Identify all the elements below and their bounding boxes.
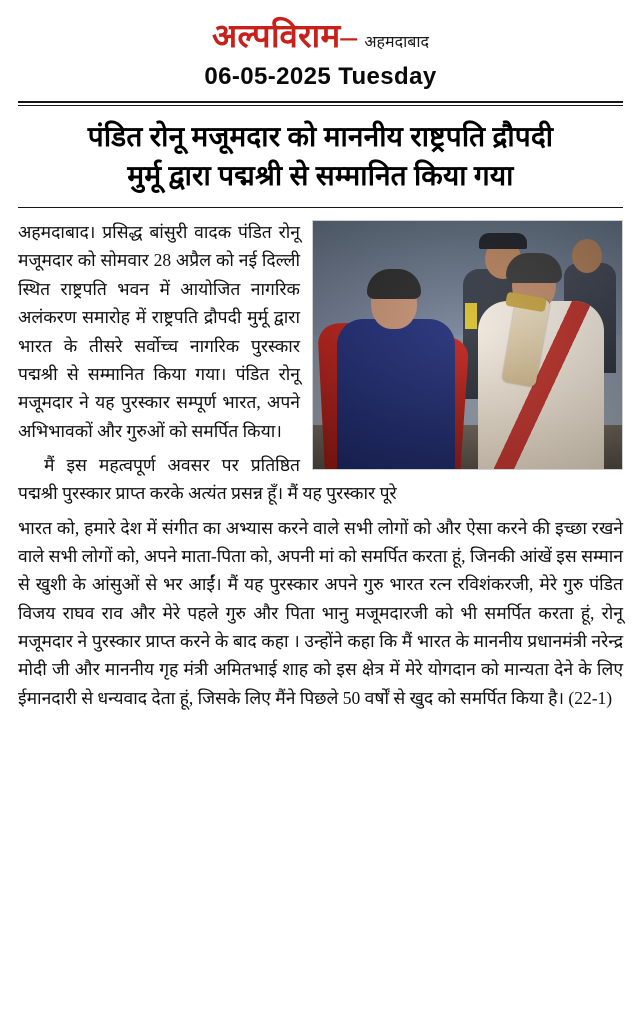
photo-illustration (313, 221, 622, 469)
divider-thin (18, 105, 623, 106)
masthead-edition: अहमदाबाद (364, 34, 430, 51)
headline (20, 118, 621, 198)
divider-below-headline (18, 207, 623, 208)
headline-line-1: पंडित रोनू मजूमदार को माननीय राष्ट्रपति द्रौपदी (87, 121, 554, 153)
divider-thick (18, 101, 623, 103)
masthead (18, 20, 623, 55)
headline-line-2: मुर्मू द्वारा पद्मश्री से सम्मानित किया गया (127, 161, 514, 193)
dateline: 06-05-2025 Tuesday (204, 62, 437, 90)
award-ceremony-photo (312, 220, 623, 470)
article-body (18, 218, 623, 729)
article-paragraph-2: मैं इस महत्वपूर्ण अवसर पर प्रतिष्ठित पद्मश्री पुरस्कार प्राप्त करके अत्यंत प्रसन्न हूँ। मैं यह पुरस्कार पूरे (18, 454, 397, 504)
article-paragraph-1: अहमदाबाद। प्रसिद्ध बांसुरी वादक पंडित रोनू मजूमदार को सोमवार 28 अप्रैल को नई दिल्ली स्थित राष्ट्रपति भवन में आयोजित नागरिक अलंकरण समारोह में राष्ट्रपति द्रौपदी मुर्मू द्वारा भारत के तीसरे सर्वोच्च नागरिक पुरस्कार पद्मश्री से सम्मानित किया गया। पंडित रोनू मजूमदार ने यह पुरस्कार सम्पूर्ण भारत, अपने अभिभावकों और गुरुओं को समर्पित किया। (18, 222, 300, 441)
article-paragraph-3: भारत को, हमारे देश में संगीत का अभ्यास करने वाले सभी लोगों को और ऐसा करने की इच्छा रखने वाले सभी लोगों को, अपने माता-पिता को, अपनी मां को समर्पित करता हूं, जिनकी आंखें इस सम्मान से खुशी के आंसुओं से भर आईं। मैं यह पुरस्कार अपने गुरु भारत रत्न रविशंकरजी, मेरे गुरु पंडित विजय राघव राव और मेरे पहले गुरु और पिता भानु मजूमदारजी को भी समर्पित करता हूं, रोनू मजूमदार ने पुरस्कार प्राप्त करने के बाद कहा । उन्होंने कहा कि मैं भारत के माननीय प्रधानमंत्री नरेन्द्र मोदी जी और माननीय गृह मंत्री अमितभाई शाह को इस क्षेत्र में मेरे योगदान को मान्यता देने के लिए ईमानदारी से धन्यवाद देता हूं, जिसके लिए मैंने पिछले 50 वर्षों से खुद को समर्पित किया है। (22-1) (18, 517, 623, 708)
masthead-title: अल्पविराम– (211, 19, 358, 55)
photo-vignette (313, 221, 622, 469)
